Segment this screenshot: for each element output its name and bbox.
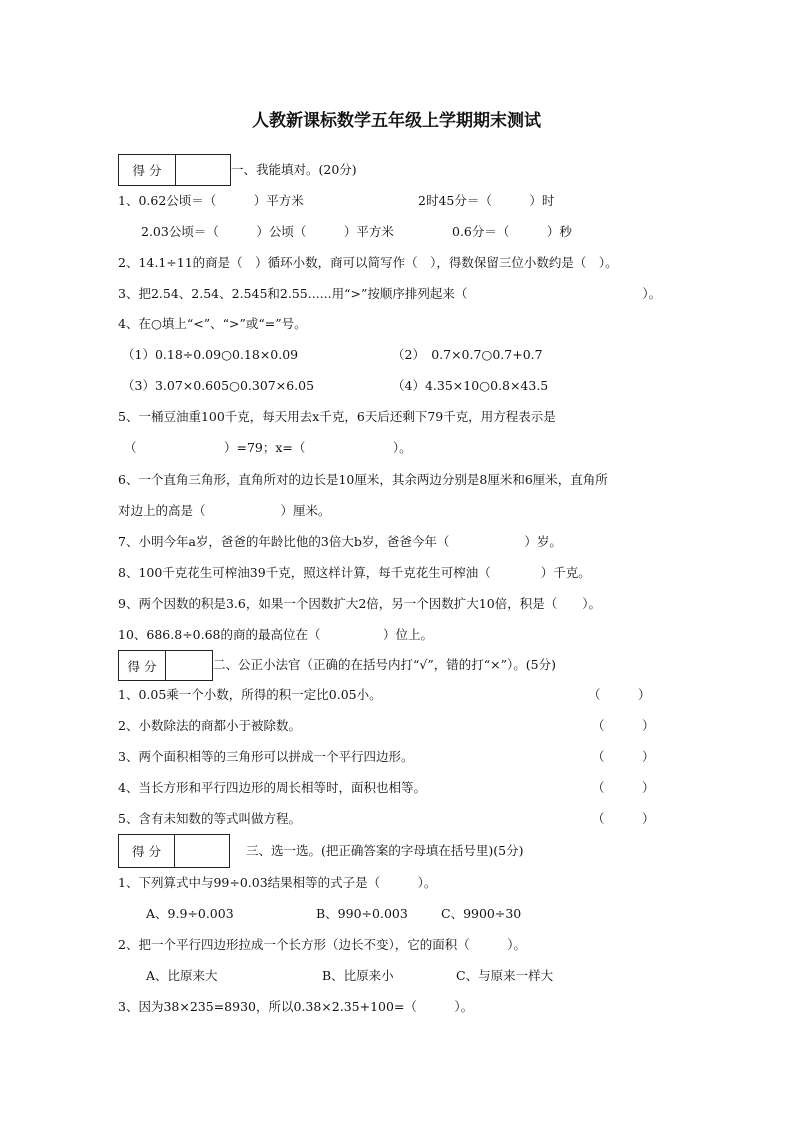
question-6b: 对边上的高是（ ）厘米。 — [118, 503, 331, 518]
question-10: 10、686.8÷0.68的商的最高位在（ ）位上。 — [118, 627, 433, 642]
choice-1-c: C、9900÷30 — [441, 906, 522, 921]
section1-heading: 一、我能填对。(20分) — [231, 162, 357, 177]
judge-item-3: 3、两个面积相等的三角形可以拼成一个平行四边形。 — [118, 749, 414, 764]
judge-item-5: 5、含有未知数的等式叫做方程。 — [118, 811, 301, 826]
score-box — [118, 650, 213, 681]
score-label: 得 分 — [119, 835, 175, 867]
question-4-4: （4）4.35×10○0.8×43.5 — [392, 378, 549, 393]
question-4: 4、在○填上“<”、“>”或“=”号。 — [118, 316, 307, 331]
judge-item-4: 4、当长方形和平行四边形的周长相等时，面积也相等。 — [118, 780, 426, 795]
question-3: 3、把2.54、2.54、2.545和2.55......用“>”按顺序排列起来（ ）。 — [118, 286, 662, 301]
question-1b-right: 0.6分＝（ ）秒 — [452, 224, 572, 239]
score-blank — [176, 155, 230, 185]
judge-item-2: 2、小数除法的商都小于被除数。 — [118, 718, 301, 733]
score-label: 得 分 — [119, 155, 176, 185]
choice-2-a: A、比原来大 — [146, 968, 218, 983]
judge-bracket-1: （ ） — [588, 687, 651, 702]
question-4-3: （3）3.07×0.605○0.307×6.05 — [122, 378, 315, 393]
question-5a: 5、一桶豆油重100千克，每天用去x千克，6天后还剩下79千克，用方程表示是 — [118, 409, 556, 424]
score-box — [118, 834, 230, 868]
score-box — [118, 154, 231, 186]
judge-bracket-2: （ ） — [592, 718, 655, 733]
section2-heading: 二、公正小法官（正确的在括号内打“√”，错的打“×”）。(5分) — [213, 657, 556, 672]
question-1a-right: 2时45分＝（ ）时 — [418, 193, 555, 208]
page-title: 人教新课标数学五年级上学期期末测试 — [252, 111, 541, 131]
question-7: 7、小明今年a岁，爸爸的年龄比他的3倍大b岁，爸爸今年（ ）岁。 — [118, 534, 562, 549]
choice-2-b: B、比原来小 — [322, 968, 394, 983]
choice-1-a: A、9.9÷0.003 — [146, 906, 234, 921]
judge-bracket-3: （ ） — [592, 749, 655, 764]
question-8: 8、100千克花生可榨油39千克，照这样计算，每千克花生可榨油（ ）千克。 — [118, 565, 591, 580]
judge-bracket-4: （ ） — [592, 780, 655, 795]
choice-1-b: B、990÷0.003 — [316, 906, 408, 921]
question-9: 9、两个因数的积是3.6，如果一个因数扩大2倍，另一个因数扩大10倍，积是（ ）。 — [118, 596, 601, 611]
question-4-2: （2） 0.7×0.7○0.7+0.7 — [392, 347, 543, 362]
question-2: 2、14.1÷11的商是（ ）循环小数，商可以简写作（ ），得数保留三位小数约是（ ）。 — [118, 255, 618, 270]
question-6a: 6、一个直角三角形，直角所对的边长是10厘米，其余两边分别是8厘米和6厘米，直角所 — [118, 472, 608, 487]
score-blank — [166, 651, 212, 680]
judge-bracket-5: （ ） — [592, 811, 655, 826]
judge-item-1: 1、0.05乘一个小数，所得的积一定比0.05小。 — [118, 687, 382, 702]
question-5b: （ ）=79；x=（ ）。 — [124, 440, 412, 455]
choice-2-c: C、与原来一样大 — [456, 968, 554, 983]
choice-question-2: 2、把一个平行四边形拉成一个长方形（边长不变），它的面积（ ）。 — [118, 937, 526, 952]
score-label: 得 分 — [119, 651, 166, 680]
choice-question-3: 3、因为38×235=8930，所以0.38×2.35+100=（ ）。 — [118, 999, 474, 1014]
section3-heading: 三、选一选。(把正确答案的字母填在括号里)(5分) — [246, 843, 524, 858]
question-1a-left: 1、0.62公顷＝（ ）平方米 — [118, 193, 304, 208]
choice-question-1: 1、下列算式中与99÷0.03结果相等的式子是（ ）。 — [118, 875, 437, 890]
question-1b-left: 2.03公顷＝（ ）公顷（ ）平方米 — [141, 224, 394, 239]
question-4-1: （1）0.18÷0.09○0.18×0.09 — [122, 347, 299, 362]
score-blank — [175, 835, 229, 867]
